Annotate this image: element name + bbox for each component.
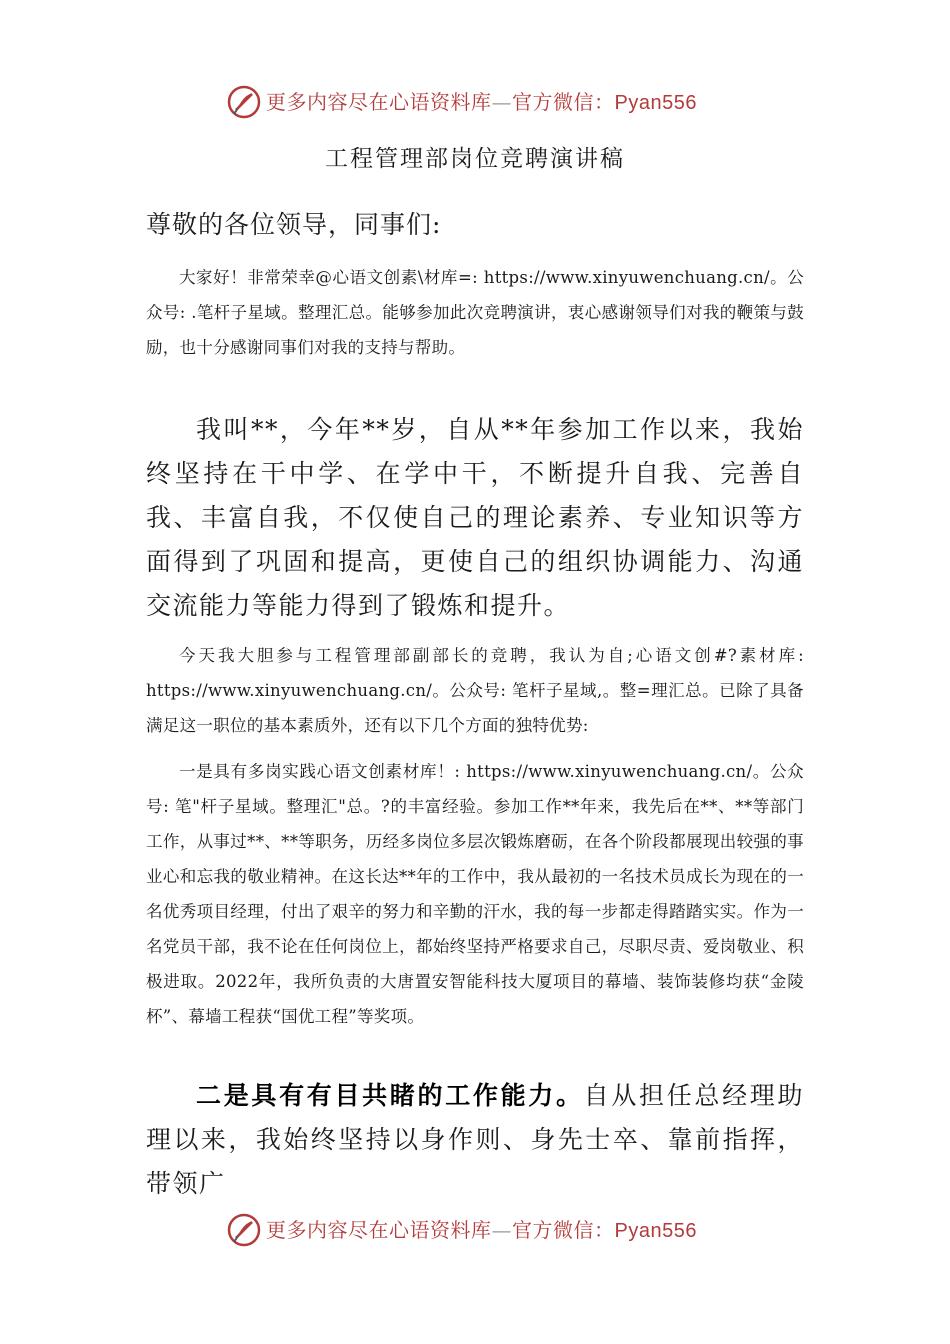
paragraph-bold-lead: 二是具有有目共睹的工作能力。: [196, 1081, 584, 1110]
banner-main-text: 更多内容尽在心语资料库: [266, 90, 492, 114]
quill-pen-logo-icon: [226, 84, 262, 120]
paragraph-experience: 一是具有多岗实践心语文创素材库！: https://www.xinyuwenchuang.cn/。公众号: 笔"杆子星域。整理汇"总。?的丰富经验。参加工作**年来，我先后在**、**等部门工作，从事过**、**等职务，历经多岗位多层次锻炼磨砺，在各个阶段都展现出较强的事业心和忘我的敬业精神。在这长达**年的工作中，我从最初的一名技术员成长为现在的一名优秀项目经理，付出了艰辛的努力和辛勤的汗水，我的每一步都走得踏踏实实。作为一名党员干部，我不论在任何岗位上，都始终坚持严格要求自己，尽职尽责、爱岗敬业、积极进取。2022年，我所负责的大唐置安智能科技大厦项目的幕墙、装饰装修均获“金陵杯”、幕墙工程获“国优工程”等奖项。: [146, 762, 804, 1026]
banner-suffix: 官方微信：: [512, 1218, 615, 1242]
quill-pen-logo-icon: [226, 1212, 262, 1248]
paragraph-competition: 今天我大胆参与工程管理部副部长的竞聘，我认为自;心语文创#?素材库: https://www.xinyuwenchuang.cn/。公众号: 笔杆子星域,。整=理汇总。已除了具备满足这一职位的基本素质外，还有以下几个方面的独特优势:: [146, 646, 804, 735]
banner-text: [266, 88, 697, 117]
banner-text: [266, 1216, 697, 1245]
paragraph-body: 自从担任总经理助理以来，我始终坚持以身作则、身先士卒、靠前指挥，带领广: [146, 1081, 804, 1198]
banner-wechat-id: Pyan556: [614, 1220, 697, 1242]
paragraph-self-introduction: 我叫**，今年**岁，自从**年参加工作以来，我始终坚持在干中学、在学中干，不断提升自我、完善自我、丰富自我，不仅使自己的理论素养、专业知识等方面得到了巩固和提高，更使自己的组织协调能力、沟通交流能力等能力得到了锻炼和提升。: [146, 415, 804, 620]
banner-main-text: 更多内容尽在心语资料库: [266, 1218, 492, 1242]
banner-suffix: 官方微信：: [512, 90, 615, 114]
greeting: 尊敬的各位领导，同事们:: [146, 210, 442, 239]
banner-wechat-id: Pyan556: [614, 92, 697, 114]
paragraph-work-ability: [146, 1074, 804, 1198]
footer-banner: [0, 1210, 950, 1250]
header-banner: [0, 82, 950, 122]
paragraph-intro: 大家好！非常荣幸@心语文创素\材库=: https://www.xinyuwenchuang.cn/。公众号: .笔杆子星域。整理汇总。能够参加此次竞聘演讲，衷心感谢领导们对我的鞭策与鼓励，也十分感谢同事们对我的支持与帮助。: [146, 268, 804, 357]
banner-separator: —: [491, 90, 512, 114]
document-title: 工程管理部岗位竞聘演讲稿: [325, 146, 625, 172]
banner-separator: —: [491, 1218, 512, 1242]
